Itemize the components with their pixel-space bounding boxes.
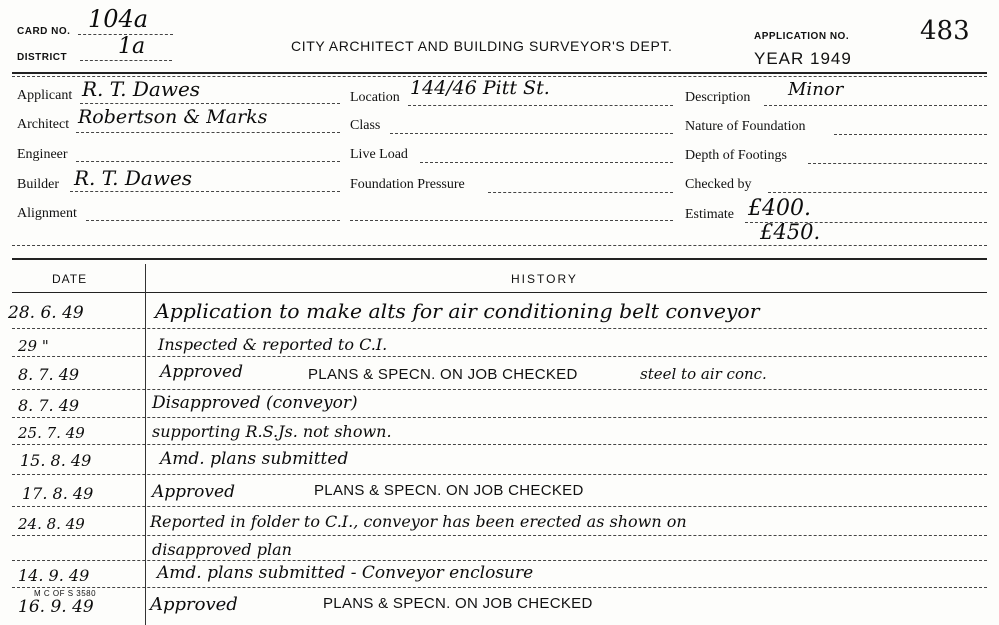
history-entry-7: Approved — [152, 482, 235, 502]
builder-line — [70, 191, 340, 192]
history-top-rule — [12, 258, 987, 260]
architect-value: Robertson & Marks — [78, 106, 268, 128]
application-no-label: APPLICATION NO. — [754, 31, 850, 42]
date-column-header: DATE — [52, 272, 88, 286]
history-entry-10: Amd. plans submitted - Conveyor enclosure — [157, 563, 534, 583]
history-row-line — [12, 417, 987, 418]
history-entry-8: Reported in folder to C.I., conveyor has been erected as shown on — [150, 512, 687, 531]
history-date-1: 28. 6. 49 — [8, 303, 84, 323]
history-entry-5: supporting R.S.Js. not shown. — [152, 422, 392, 441]
estimate-line — [745, 222, 987, 223]
foundation-pressure-line — [488, 192, 673, 193]
form-code: M C OF S 3580 — [34, 589, 97, 598]
district-underline — [80, 60, 172, 61]
applicant-label: Applicant — [17, 88, 73, 103]
history-entry-2: Inspected & reported to C.I. — [158, 335, 388, 354]
depth-of-footings-label: Depth of Footings — [685, 148, 787, 163]
history-entry-3: Approved — [160, 362, 243, 382]
history-row-line — [12, 328, 987, 329]
card-no-label: CARD NO. — [17, 26, 71, 37]
history-entry-6: Amd. plans submitted — [160, 449, 349, 469]
history-stamp-3: PLANS & SPECN. ON JOB CHECKED — [308, 366, 578, 383]
applicant-line — [80, 103, 340, 104]
architect-line — [76, 132, 340, 133]
estimate-value-2: £450. — [760, 220, 821, 244]
alignment-line — [86, 220, 340, 221]
history-row-line — [12, 535, 987, 536]
live-load-label: Live Load — [350, 147, 408, 162]
live-load-line — [420, 162, 673, 163]
history-row-line — [12, 356, 987, 357]
location-label: Location — [350, 90, 400, 105]
history-entry-4: Disapproved (conveyor) — [152, 393, 358, 413]
estimate-label: Estimate — [685, 207, 734, 222]
history-row-line — [12, 444, 987, 445]
location-line — [408, 105, 673, 106]
nature-of-foundation-label: Nature of Foundation — [685, 119, 806, 134]
department-title: CITY ARCHITECT AND BUILDING SURVEYOR'S DEPT. — [291, 38, 673, 54]
history-stamp-11: PLANS & SPECN. ON JOB CHECKED — [323, 595, 593, 612]
depth-of-footings-line — [808, 163, 987, 164]
class-line — [390, 133, 673, 134]
history-entry-1: Application to make alts for air conditioning belt conveyor — [155, 299, 760, 323]
alignment-label: Alignment — [17, 206, 77, 221]
history-column-header: HISTORY — [511, 272, 578, 286]
column2-extra-line — [350, 220, 673, 221]
card-no-value: 104a — [88, 5, 149, 33]
location-value: 144/46 Pitt St. — [410, 77, 550, 99]
description-label: Description — [685, 90, 751, 105]
history-row-line — [12, 560, 987, 561]
engineer-line — [76, 161, 340, 162]
application-number: 483 — [920, 16, 970, 46]
year-label: YEAR 1949 — [754, 49, 852, 68]
architect-label: Architect — [17, 117, 70, 132]
history-date-4: 8. 7. 49 — [18, 396, 80, 415]
fields-bottom-dotted — [12, 245, 987, 246]
history-date-10: 14. 9. 49 — [18, 566, 90, 585]
builder-value: R. T. Dawes — [74, 166, 193, 190]
history-stamp-7: PLANS & SPECN. ON JOB CHECKED — [314, 482, 584, 499]
district-value: 1a — [118, 34, 146, 59]
history-row-line — [12, 587, 987, 588]
engineer-label: Engineer — [17, 147, 68, 162]
history-date-7: 17. 8. 49 — [22, 484, 94, 503]
district-label: DISTRICT — [17, 52, 68, 63]
history-date-5: 25. 7. 49 — [18, 424, 85, 442]
checked-by-label: Checked by — [685, 177, 752, 192]
history-row-line — [12, 474, 987, 475]
history-entry-11: Approved — [150, 594, 238, 615]
history-date-2: 29 " — [18, 337, 49, 355]
history-entry-3-note: steel to air conc. — [640, 365, 767, 383]
history-row-line — [12, 506, 987, 507]
description-line — [764, 105, 987, 106]
builder-label: Builder — [17, 177, 59, 192]
applicant-value: R. T. Dawes — [82, 77, 201, 101]
history-row-line — [12, 389, 987, 390]
history-entry-9: disapproved plan — [152, 540, 292, 559]
estimate-value-1: £400. — [748, 196, 811, 221]
foundation-pressure-label: Foundation Pressure — [350, 177, 465, 192]
history-date-8: 24. 8. 49 — [18, 515, 85, 533]
history-date-6: 15. 8. 49 — [20, 451, 92, 470]
history-date-11: 16. 9. 49 — [18, 597, 94, 617]
nature-of-foundation-line — [834, 134, 987, 135]
history-header-rule — [12, 292, 987, 293]
checked-by-line — [768, 192, 987, 193]
class-label: Class — [350, 118, 381, 133]
header-rule — [12, 72, 987, 74]
description-value: Minor — [788, 79, 844, 100]
history-date-3: 8. 7. 49 — [18, 365, 80, 384]
